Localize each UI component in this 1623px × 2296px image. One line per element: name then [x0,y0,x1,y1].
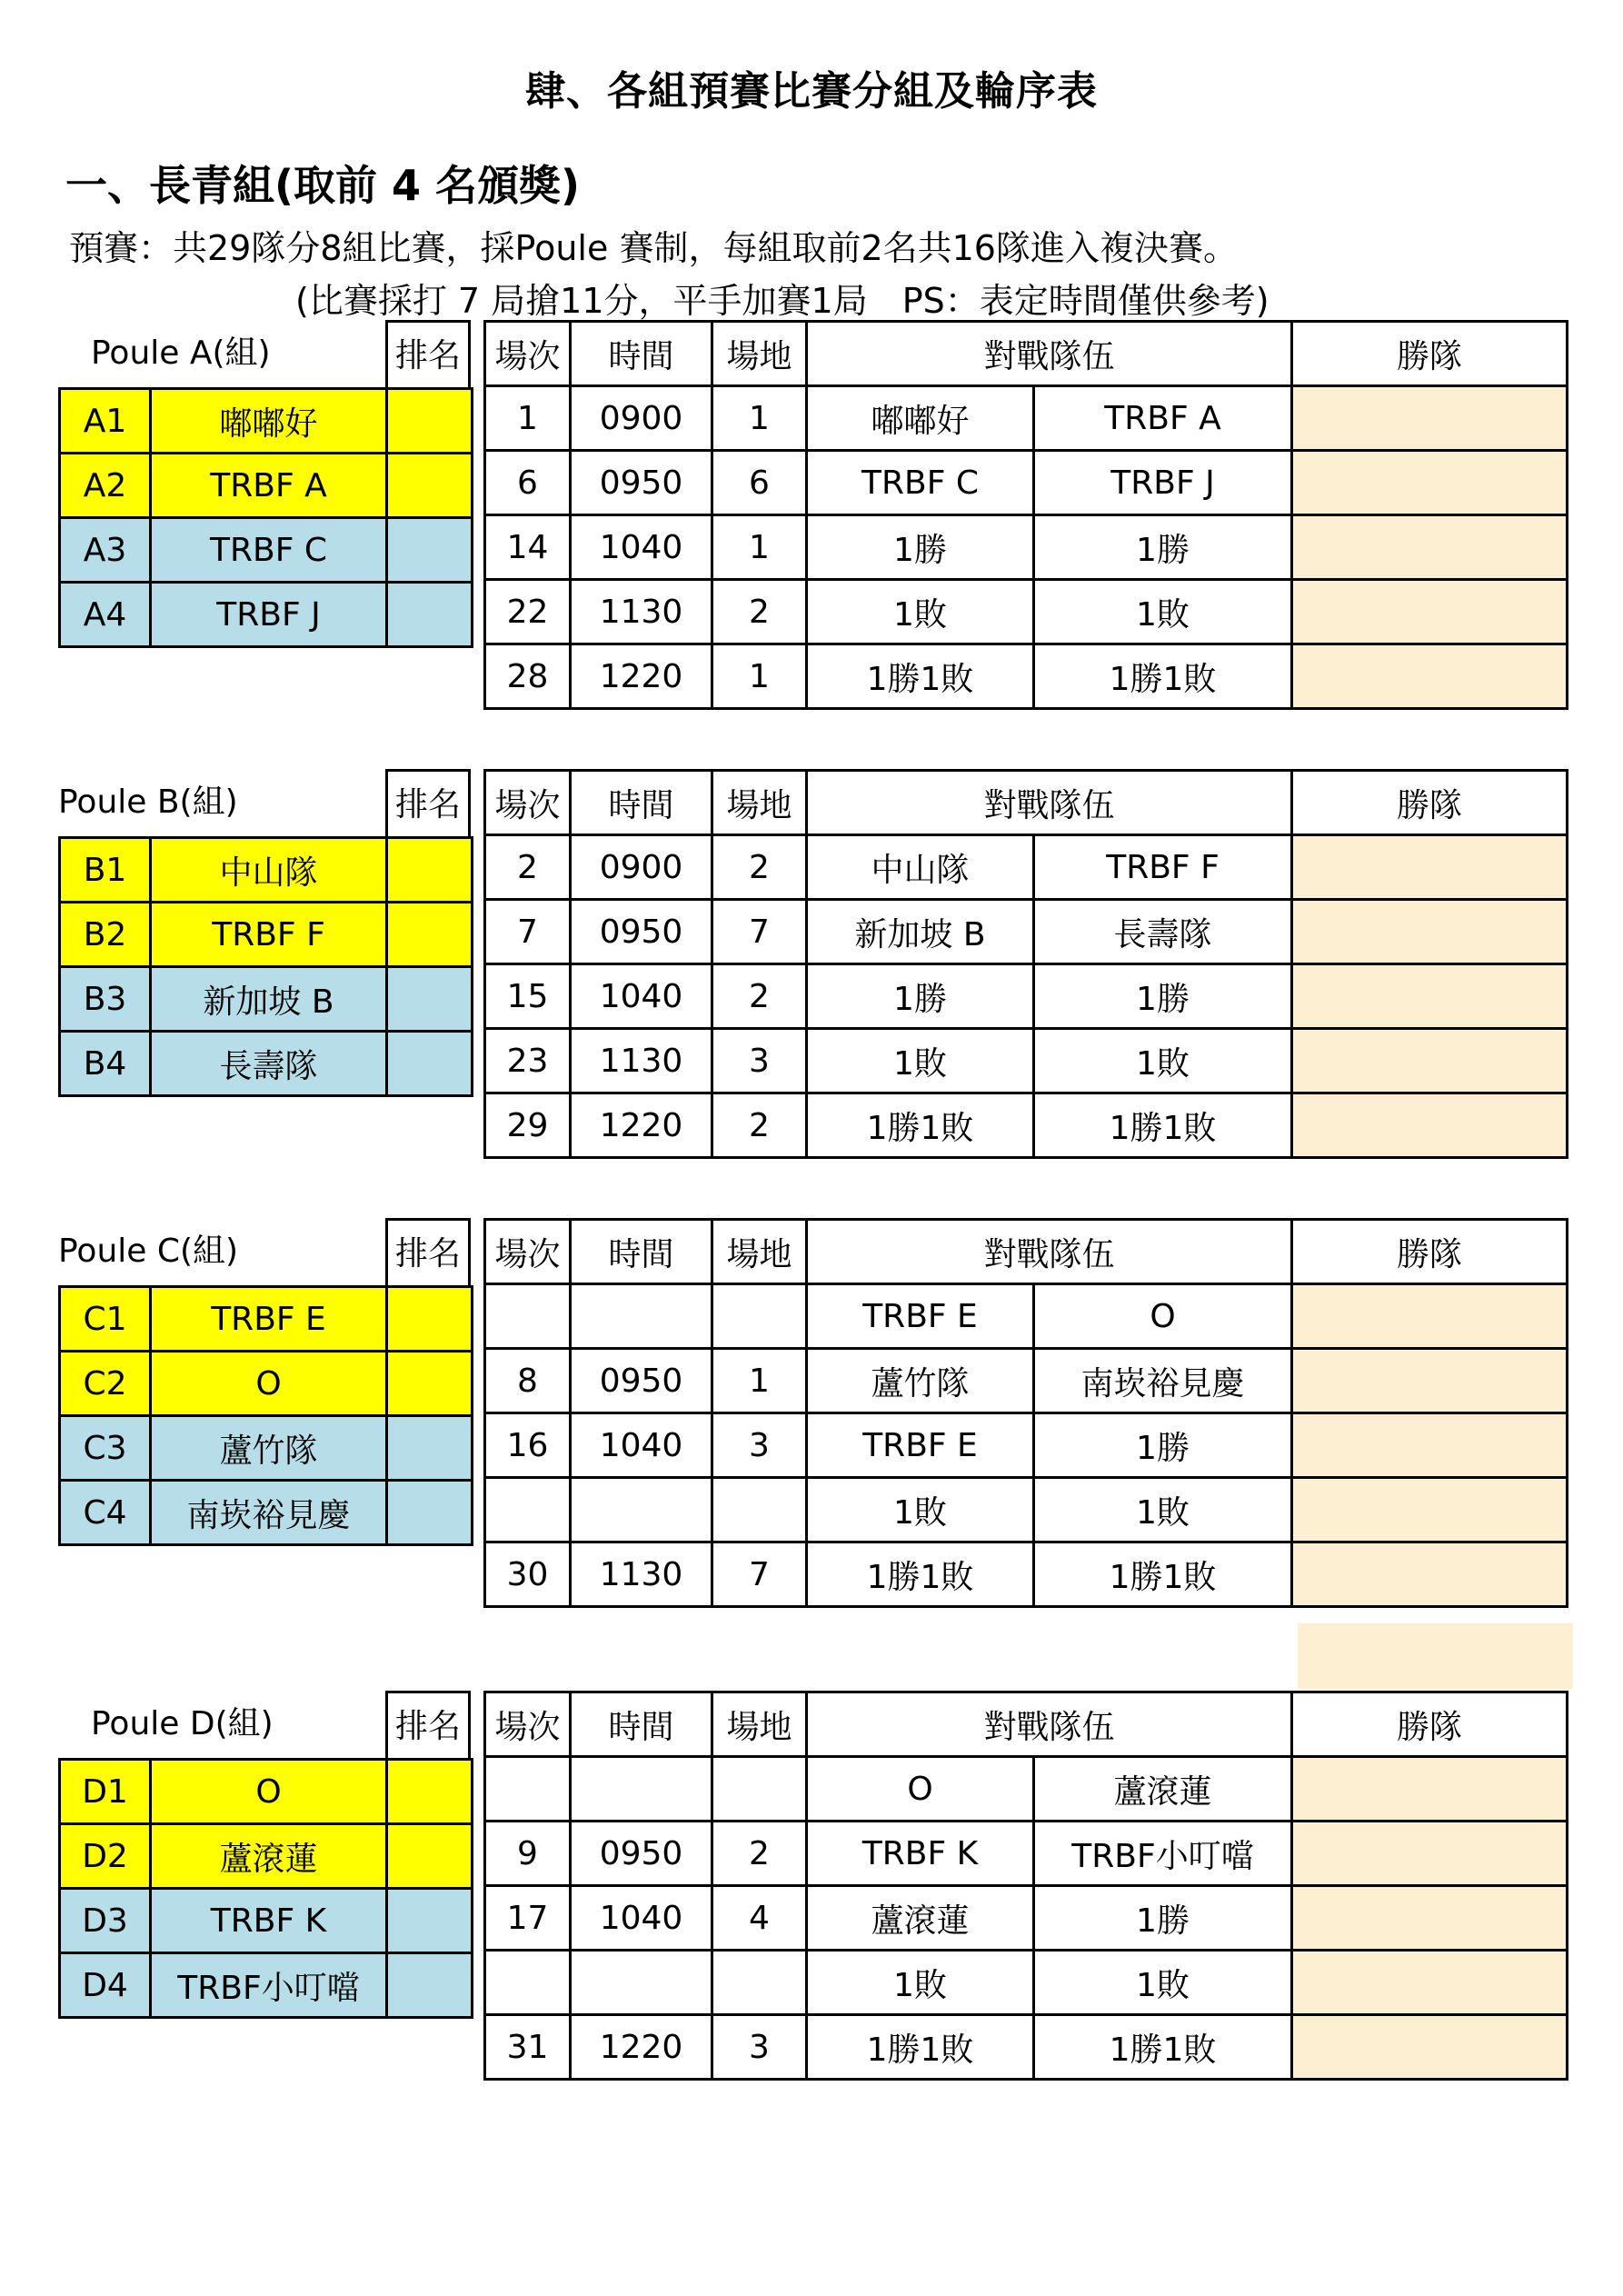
team-row [60,1416,473,1481]
match-court [712,1757,807,1822]
match-team2: 蘆滾蓮 [1034,1757,1292,1822]
team-row [60,583,473,647]
match-row [485,515,1568,580]
match-team1: TRBF K [807,1822,1034,1886]
match-no: 9 [485,1822,571,1886]
winner-cell[interactable] [1292,1542,1568,1607]
match-team2: 1勝 [1034,515,1292,580]
match-court: 4 [712,1886,807,1951]
winner-cell[interactable] [1292,580,1568,644]
winner-cell[interactable] [1292,900,1568,964]
match-team1: 1勝1敗 [807,2015,1034,2080]
match-team2: TRBF J [1034,451,1292,515]
match-row [485,1542,1568,1607]
poule-a-schedule-table [483,320,1568,710]
match-team2: 1敗 [1034,1478,1292,1542]
match-court: 2 [712,1093,807,1158]
winner-column-filler [1298,1623,1573,1689]
match-team1: 1勝 [807,964,1034,1029]
match-time [571,1284,712,1349]
match-row [485,835,1568,900]
match-row [485,964,1568,1029]
match-row [485,1886,1568,1951]
team-rank-cell [387,454,473,518]
team-row [60,1032,473,1096]
match-no [485,1478,571,1542]
match-team2: 1敗 [1034,1951,1292,2015]
match-court: 1 [712,386,807,451]
poule-c-team-table [58,1285,473,1546]
team-code: D3 [60,1889,151,1953]
match-team1: 1勝1敗 [807,1542,1034,1607]
team-row [60,903,473,967]
match-time: 0900 [571,835,712,900]
winner-cell[interactable] [1292,1284,1568,1349]
match-row [485,1349,1568,1413]
team-name: 蘆竹隊 [151,1416,387,1481]
team-code: C3 [60,1416,151,1481]
match-team1: O [807,1757,1034,1822]
schedule-header-row [485,322,1568,386]
team-code: B2 [60,903,151,967]
team-rank-cell [387,838,473,903]
team-name: TRBF小叮噹 [151,1953,387,2018]
team-name: TRBF A [151,454,387,518]
team-name: TRBF K [151,1889,387,1953]
poule-d-label: Poule D(組) [91,1705,274,1742]
poule-b-team-table [58,836,473,1097]
intro-text: 預賽：共29隊分8組比賽，採Poule 賽制，每組取前2名共16隊進入複決賽。 [69,228,1238,268]
match-team1: 1敗 [807,1478,1034,1542]
team-row [60,1889,473,1953]
team-row [60,967,473,1032]
match-time: 0900 [571,386,712,451]
team-name: 新加坡 B [151,967,387,1032]
team-rank-cell [387,389,473,454]
winner-cell[interactable] [1292,1822,1568,1886]
match-no: 22 [485,580,571,644]
winner-cell[interactable] [1292,386,1568,451]
winner-header: 勝隊 [1292,1220,1568,1284]
poule-b-schedule-table [483,769,1568,1159]
match-team2: O [1034,1284,1292,1349]
match-row [485,2015,1568,2080]
matchup-header: 對戰隊伍 [807,1220,1292,1284]
match-team2: TRBF A [1034,386,1292,451]
team-name: TRBF J [151,583,387,647]
match-team1: 新加坡 B [807,900,1034,964]
match-no [485,1951,571,2015]
team-code: C4 [60,1481,151,1545]
match-team1: 1勝1敗 [807,1093,1034,1158]
match-row [485,1757,1568,1822]
match-team1: 1敗 [807,580,1034,644]
court-header: 場地 [712,1220,807,1284]
team-rank-cell [387,903,473,967]
match-court: 1 [712,644,807,709]
matchup-header: 對戰隊伍 [807,322,1292,386]
match-team1: TRBF E [807,1284,1034,1349]
match-team2: 1勝1敗 [1034,2015,1292,2080]
match-no: 1 [485,386,571,451]
match-team1: 蘆竹隊 [807,1349,1034,1413]
match-team1: 嘟嘟好 [807,386,1034,451]
team-rank-cell [387,583,473,647]
match-time: 1040 [571,1413,712,1478]
match-no: 7 [485,900,571,964]
team-code: A3 [60,518,151,583]
match-court: 3 [712,1029,807,1093]
winner-cell[interactable] [1292,451,1568,515]
winner-cell[interactable] [1292,964,1568,1029]
time-header: 時間 [571,1220,712,1284]
team-name: TRBF C [151,518,387,583]
match-time [571,1478,712,1542]
team-row [60,389,473,454]
poule-d-schedule-table [483,1691,1568,2081]
winner-header: 勝隊 [1292,771,1568,835]
match-team2: 1勝1敗 [1034,1093,1292,1158]
match-court: 7 [712,900,807,964]
match-no: 28 [485,644,571,709]
team-name: 中山隊 [151,838,387,903]
team-row [60,1352,473,1416]
winner-cell[interactable] [1292,1413,1568,1478]
team-row [60,1760,473,1824]
winner-cell[interactable] [1292,2015,1568,2080]
match-row [485,644,1568,709]
winner-cell[interactable] [1292,1757,1568,1822]
match-no: 16 [485,1413,571,1478]
match-no [485,1284,571,1349]
team-row [60,1287,473,1352]
team-row [60,838,473,903]
team-code: D4 [60,1953,151,2018]
team-code: B4 [60,1032,151,1096]
team-row [60,1824,473,1889]
match-court [712,1478,807,1542]
match-no [485,1757,571,1822]
match-team2: 1勝1敗 [1034,1542,1292,1607]
match-court: 7 [712,1542,807,1607]
match-team2: 南崁裕見慶 [1034,1349,1292,1413]
team-code: D1 [60,1760,151,1824]
court-header: 場地 [712,771,807,835]
winner-cell[interactable] [1292,1478,1568,1542]
match-team2: 1勝 [1034,1886,1292,1951]
match-team1: 1敗 [807,1029,1034,1093]
poule-a-label: Poule A(組) [91,334,271,372]
winner-header: 勝隊 [1292,1692,1568,1757]
court-header: 場地 [712,1692,807,1757]
match-team1: 中山隊 [807,835,1034,900]
team-row [60,454,473,518]
match-time: 1040 [571,1886,712,1951]
match-court: 6 [712,451,807,515]
match-row [485,1413,1568,1478]
match-row [485,451,1568,515]
intro-note: (比賽採打 7 局搶11分，平手加賽1局 PS：表定時間僅供參考) [295,281,1270,321]
poule-c-label: Poule C(組) [58,1233,239,1270]
match-no: 14 [485,515,571,580]
team-code: B1 [60,838,151,903]
match-no: 23 [485,1029,571,1093]
match-no: 15 [485,964,571,1029]
match-court: 2 [712,835,807,900]
rank-header: 排名 [385,320,471,387]
match-court: 3 [712,1413,807,1478]
team-rank-cell [387,1889,473,1953]
team-name: 蘆滾蓮 [151,1824,387,1889]
match-team1: 1勝1敗 [807,644,1034,709]
team-rank-cell [387,1760,473,1824]
team-rank-cell [387,967,473,1032]
matchup-header: 對戰隊伍 [807,1692,1292,1757]
match-team1: TRBF E [807,1413,1034,1478]
match-team2: TRBF小叮噹 [1034,1822,1292,1886]
match-time: 1040 [571,515,712,580]
team-name: TRBF F [151,903,387,967]
team-name: O [151,1760,387,1824]
match-court: 2 [712,1822,807,1886]
match-row [485,900,1568,964]
team-code: A2 [60,454,151,518]
match-no: 6 [485,451,571,515]
match-time: 1220 [571,1093,712,1158]
team-rank-cell [387,1032,473,1096]
winner-cell[interactable] [1292,1951,1568,2015]
team-name: TRBF E [151,1287,387,1352]
match-team2: 1勝 [1034,964,1292,1029]
match-no: 2 [485,835,571,900]
time-header: 時間 [571,322,712,386]
winner-header: 勝隊 [1292,322,1568,386]
match-time [571,1951,712,2015]
matchup-header: 對戰隊伍 [807,771,1292,835]
winner-cell[interactable] [1292,1886,1568,1951]
team-code: B3 [60,967,151,1032]
team-rank-cell [387,518,473,583]
match-time: 1220 [571,2015,712,2080]
match-time: 0950 [571,451,712,515]
match-no: 8 [485,1349,571,1413]
poule-d-team-table [58,1758,473,2019]
team-rank-cell [387,1416,473,1481]
team-code: C2 [60,1352,151,1416]
poule-c-schedule-table [483,1218,1568,1608]
rank-header: 排名 [385,769,471,836]
match-row [485,1029,1568,1093]
match-row [485,1478,1568,1542]
team-name: 嘟嘟好 [151,389,387,454]
match-team1: TRBF C [807,451,1034,515]
match-no-header: 場次 [485,322,571,386]
match-time: 0950 [571,1349,712,1413]
team-rank-cell [387,1481,473,1545]
team-code: C1 [60,1287,151,1352]
team-row [60,1481,473,1545]
page-title: 肆、各組預賽比賽分組及輪序表 [525,68,1098,115]
match-time: 1220 [571,644,712,709]
match-court: 2 [712,580,807,644]
team-rank-cell [387,1953,473,2018]
team-rank-cell [387,1287,473,1352]
rank-header: 排名 [385,1218,471,1285]
match-court: 2 [712,964,807,1029]
match-row [485,1822,1568,1886]
winner-cell[interactable] [1292,515,1568,580]
winner-cell[interactable] [1292,1029,1568,1093]
court-header: 場地 [712,322,807,386]
match-team2: 1勝1敗 [1034,644,1292,709]
team-code: A1 [60,389,151,454]
match-row [485,386,1568,451]
match-court [712,1284,807,1349]
match-team2: 長壽隊 [1034,900,1292,964]
match-row [485,580,1568,644]
winner-cell[interactable] [1292,644,1568,709]
team-name: O [151,1352,387,1416]
match-team2: 1敗 [1034,1029,1292,1093]
match-team2: TRBF F [1034,835,1292,900]
schedule-header-row [485,1220,1568,1284]
match-team1: 1勝 [807,515,1034,580]
match-team2: 1勝 [1034,1413,1292,1478]
match-team1: 1敗 [807,1951,1034,2015]
schedule-header-row [485,1692,1568,1757]
team-rank-cell [387,1824,473,1889]
match-time: 0950 [571,900,712,964]
team-name: 南崁裕見慶 [151,1481,387,1545]
team-code: D2 [60,1824,151,1889]
team-row [60,518,473,583]
poule-a-team-table [58,387,473,648]
match-court [712,1951,807,2015]
team-code: A4 [60,583,151,647]
match-no-header: 場次 [485,1692,571,1757]
match-team2: 1敗 [1034,580,1292,644]
match-time: 1040 [571,964,712,1029]
winner-cell[interactable] [1292,835,1568,900]
match-time: 1130 [571,1542,712,1607]
match-court: 1 [712,1349,807,1413]
match-no: 30 [485,1542,571,1607]
match-time: 1130 [571,580,712,644]
time-header: 時間 [571,771,712,835]
match-court: 1 [712,515,807,580]
match-time [571,1757,712,1822]
match-no: 29 [485,1093,571,1158]
winner-cell[interactable] [1292,1349,1568,1413]
team-rank-cell [387,1352,473,1416]
time-header: 時間 [571,1692,712,1757]
team-row [60,1953,473,2018]
match-time: 1130 [571,1029,712,1093]
match-row [485,1093,1568,1158]
match-no-header: 場次 [485,771,571,835]
team-name: 長壽隊 [151,1032,387,1096]
match-no: 17 [485,1886,571,1951]
match-time: 0950 [571,1822,712,1886]
match-no-header: 場次 [485,1220,571,1284]
match-no: 31 [485,2015,571,2080]
match-court: 3 [712,2015,807,2080]
poule-b-label: Poule B(組) [58,784,238,821]
winner-cell[interactable] [1292,1093,1568,1158]
match-row [485,1284,1568,1349]
match-team1: 蘆滾蓮 [807,1886,1034,1951]
schedule-header-row [485,771,1568,835]
rank-header: 排名 [385,1691,471,1758]
section-title: 一、長青組(取前 4 名頒獎) [65,161,581,210]
match-row [485,1951,1568,2015]
